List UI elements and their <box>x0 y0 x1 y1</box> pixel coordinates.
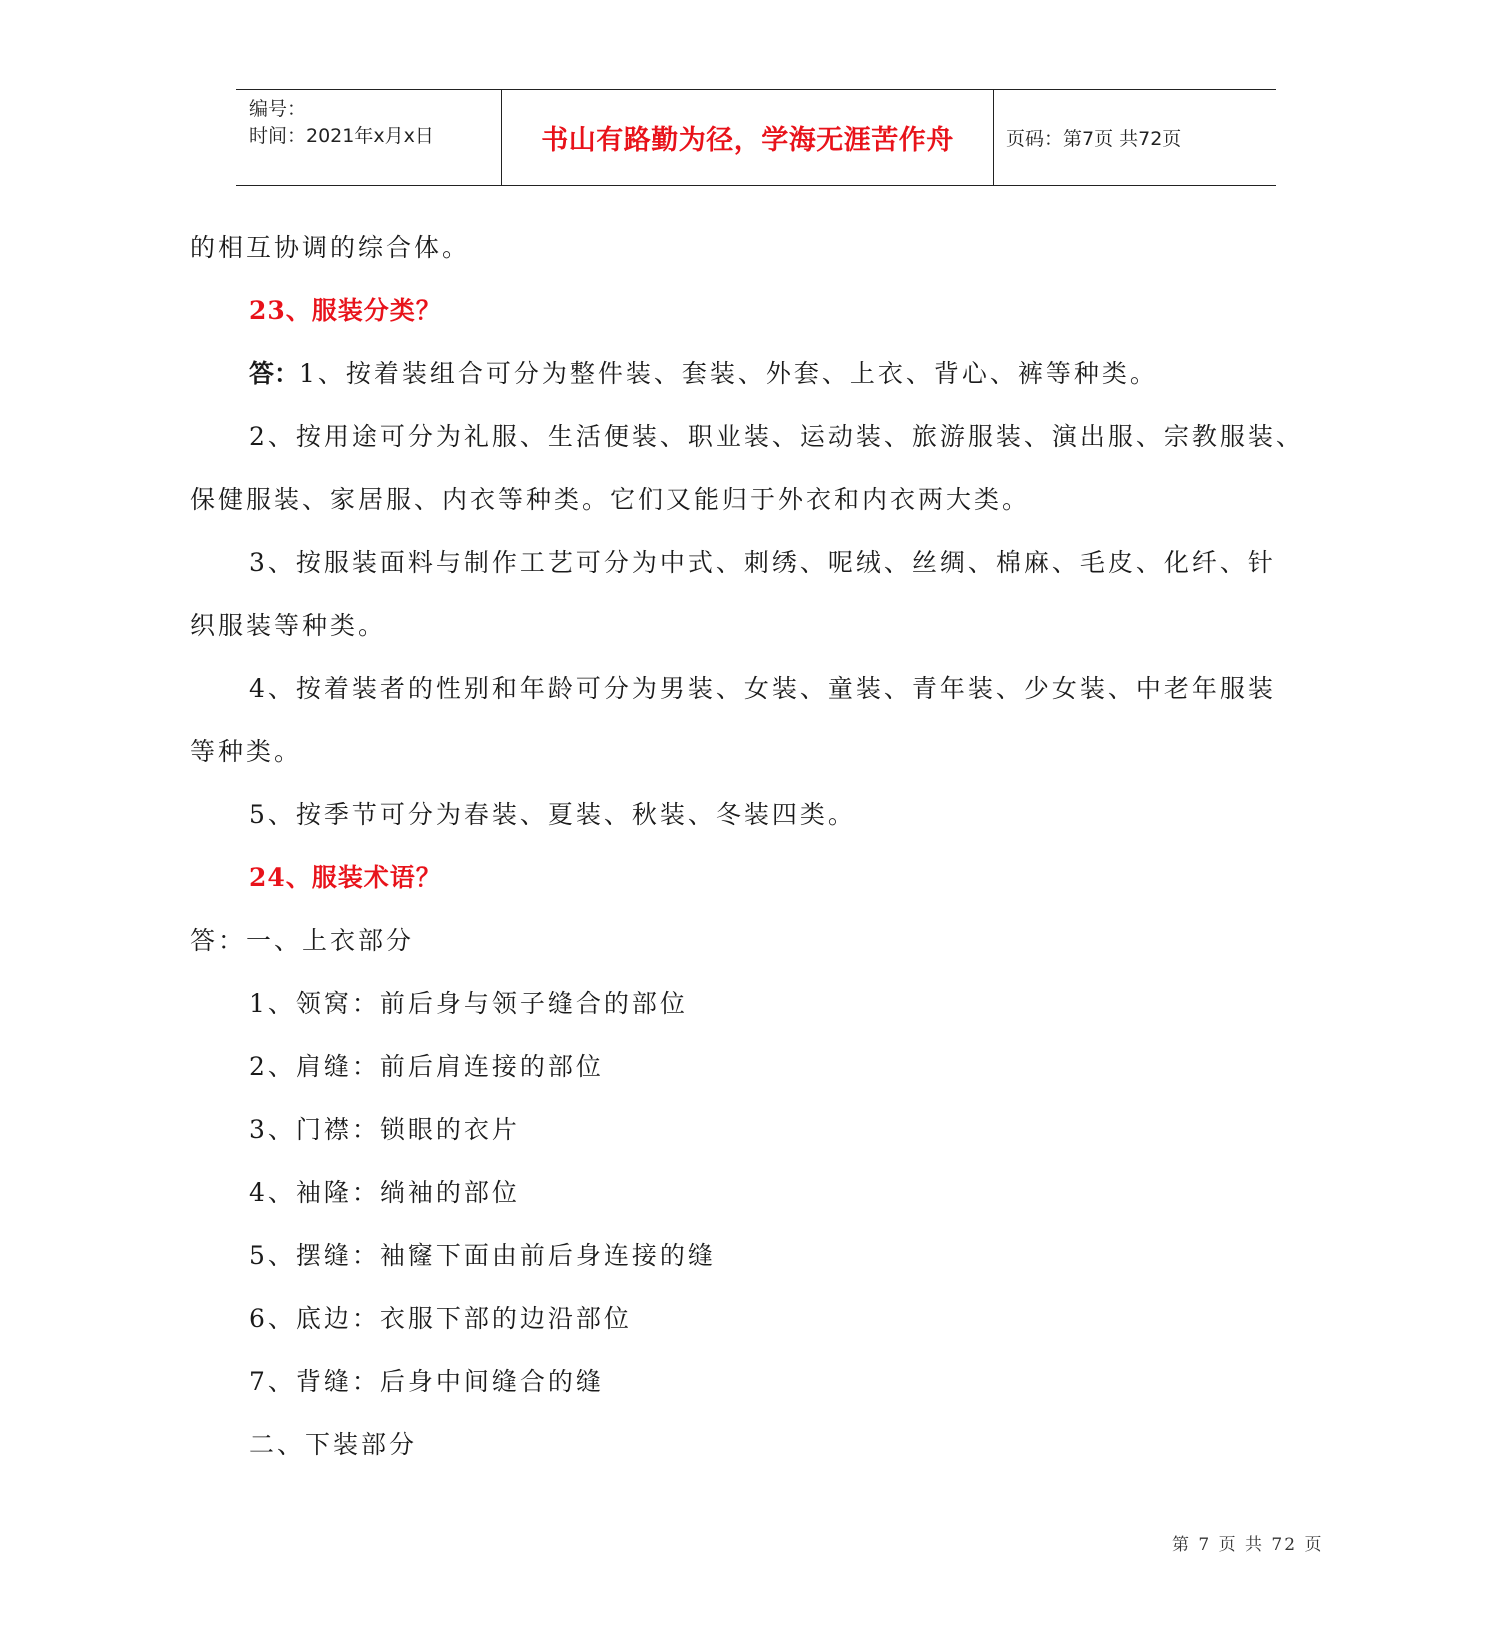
page-header <box>236 89 1276 186</box>
answer-24-line-0: 答：一、上衣部分 <box>190 926 415 955</box>
page-info: 页码：第7页 共72页 <box>1006 128 1182 150</box>
header-motto-cell <box>502 90 994 185</box>
paragraph-line: 的相互协调的综合体。 <box>190 233 471 262</box>
answer-23-line-2a: 2、按用途可分为礼服、生活便装、职业装、运动装、旅游服装、演出服、宗教服装、 <box>249 422 1304 451</box>
header-page-cell <box>994 90 1276 185</box>
header-meta-cell <box>236 90 502 185</box>
answer-text: 1、按着装组合可分为整件装、套装、外套、上衣、背心、裤等种类。 <box>299 359 1158 388</box>
answer-23-line-5: 5、按季节可分为春装、夏装、秋装、冬装四类。 <box>249 800 856 829</box>
question-23-heading: 23、服装分类？ <box>249 296 442 325</box>
answer-24-line-4: 4、袖隆：绱袖的部位 <box>249 1178 520 1207</box>
answer-24-line-8: 二、下装部分 <box>249 1430 418 1459</box>
motto-text: 书山有路勤为径，学海无涯苦作舟 <box>541 125 954 156</box>
answer-24-line-1: 1、领窝：前后身与领子缝合的部位 <box>249 989 688 1018</box>
answer-24-line-6: 6、底边：衣服下部的边沿部位 <box>249 1304 632 1333</box>
answer-24-line-5: 5、摆缝：袖窿下面由前后身连接的缝 <box>249 1241 716 1270</box>
answer-24-line-2: 2、肩缝：前后肩连接的部位 <box>249 1052 604 1081</box>
answer-23-line-3a: 3、按服装面料与制作工艺可分为中式、刺绣、呢绒、丝绸、棉麻、毛皮、化纤、针 <box>249 548 1276 577</box>
time-label: 时间：2021年x月x日 <box>249 125 434 147</box>
answer-23-line-3b: 织服装等种类。 <box>190 611 387 640</box>
question-24-heading: 24、服装术语？ <box>249 863 442 892</box>
answer-23-line-1 <box>249 354 1158 390</box>
answer-24-line-7: 7、背缝：后身中间缝合的缝 <box>249 1367 604 1396</box>
answer-24-line-3: 3、门襟：锁眼的衣片 <box>249 1115 520 1144</box>
answer-23-line-2b: 保健服装、家居服、内衣等种类。它们又能归于外衣和内衣两大类。 <box>190 485 1031 514</box>
number-label: 编号： <box>249 98 307 120</box>
answer-23-line-4b: 等种类。 <box>190 737 303 766</box>
page-footer: 第 7 页 共 72 页 <box>1172 1535 1324 1555</box>
answer-label: 答： <box>249 359 300 388</box>
answer-23-line-4a: 4、按着装者的性别和年龄可分为男装、女装、童装、青年装、少女装、中老年服装 <box>249 674 1276 703</box>
